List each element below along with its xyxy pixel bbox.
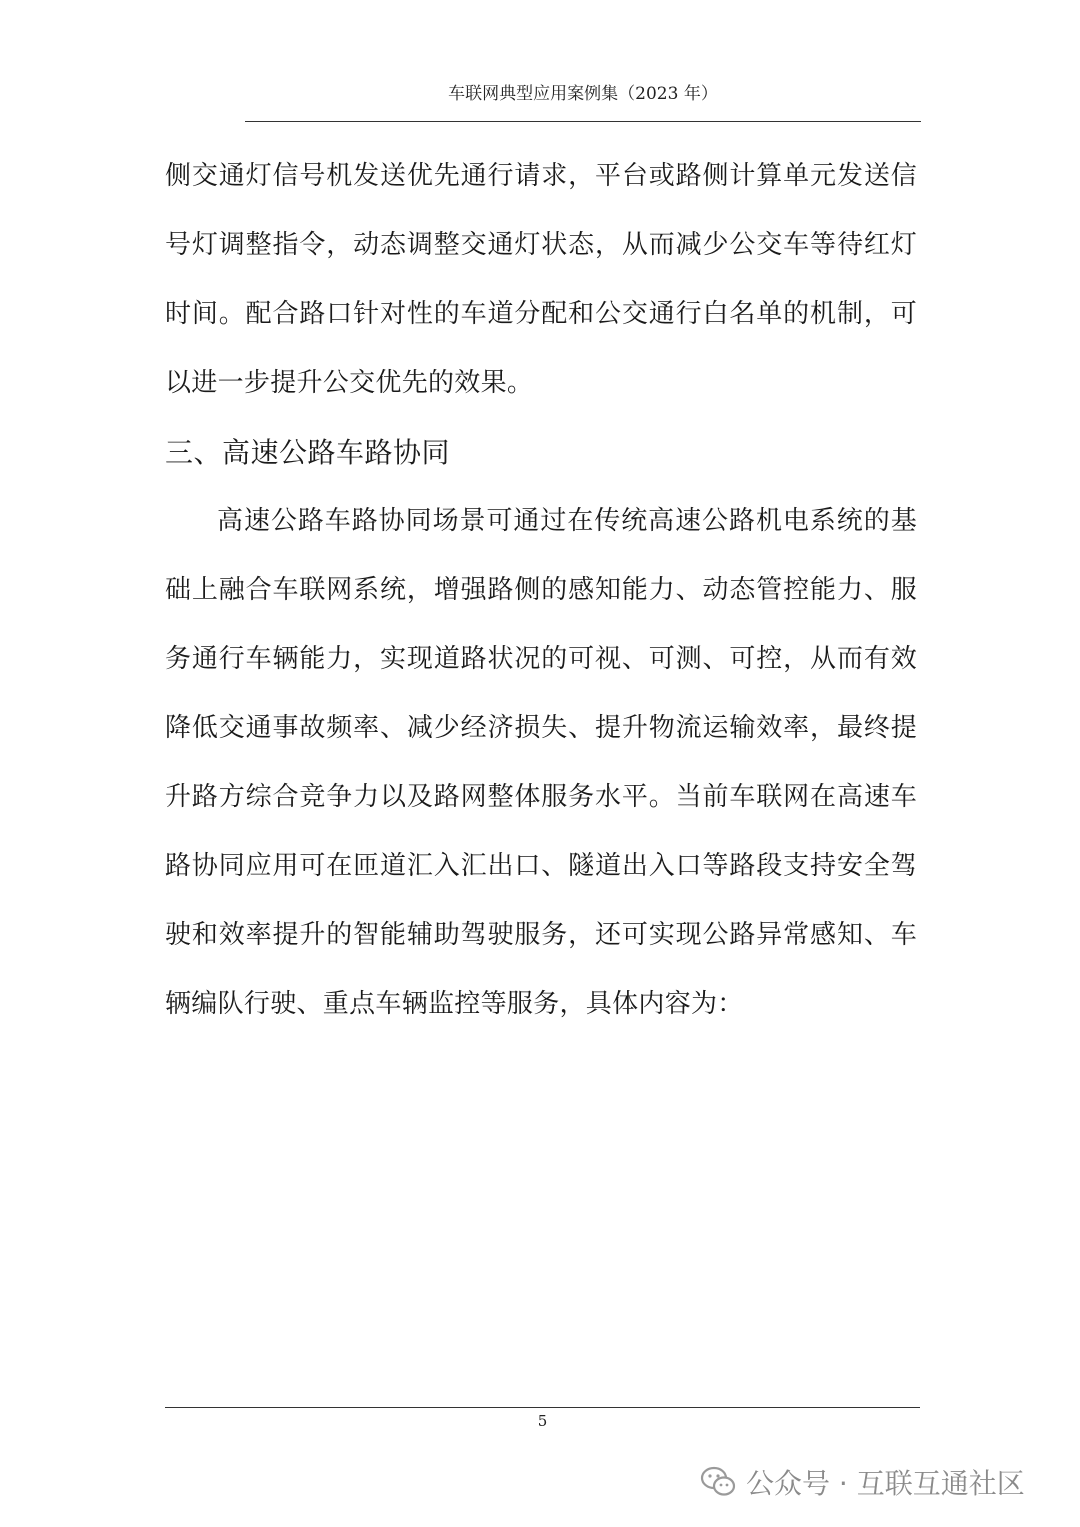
header-divider — [245, 121, 921, 122]
watermark-text: 公众号 · 互联互通社区 — [746, 1467, 1025, 1500]
section-heading: 三、高速公路车路协同 — [165, 436, 451, 469]
body-paragraph: 高速公路车路协同场景可通过在传统高速公路机电系统的基础上融合车联网系统，增强路侧的感知能力、动态管控能力、服务通行车辆能力，实现道路状况的可视、可测、可控，从而有效降低交通事故频率、减少经济损失、提升物流运输效率，最终提升路方综合竞争力以及路网整体服务水平。当前车联网在高速车路协同应用可在匝道汇入汇出口、隧道出入口等路段支持安全驾驶和效率提升的智能辅助驾驶服务，还可实现公路异常感知、车辆编队行驶、重点车辆监控等服务，具体内容为： — [165, 506, 917, 1019]
wechat-icon — [700, 1466, 736, 1498]
body-paragraph: 侧交通灯信号机发送优先通行请求，平台或路侧计算单元发送信号灯调整指令，动态调整交通灯状态，从而减少公交车等待红灯时间。配合路口针对性的车道分配和公交通行白名单的机制，可以进一步提升公交优先的效果。 — [165, 161, 917, 398]
running-header: 车联网典型应用案例集（2023 年） — [448, 84, 718, 104]
footer-divider — [165, 1407, 920, 1408]
document-body — [165, 142, 917, 1039]
page-number: 5 — [537, 1412, 548, 1430]
watermark — [700, 1458, 1025, 1506]
